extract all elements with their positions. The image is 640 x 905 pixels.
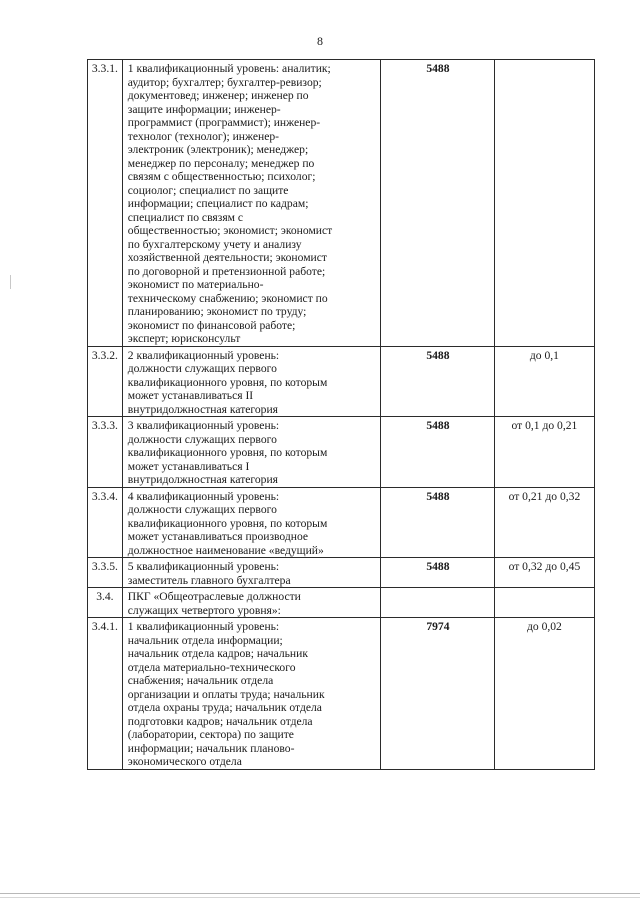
description-line: заместитель главного бухгалтера	[127, 573, 291, 587]
row-number-cell: 3.3.3.	[88, 417, 123, 488]
position-description-cell	[122, 346, 380, 417]
description-line: должности служащих первого	[127, 362, 277, 375]
description-line: 1 квалификационный уровень: аналитик;	[127, 62, 331, 75]
description-line: начальник отдела кадров; начальник	[127, 647, 308, 660]
base-salary-cell	[381, 588, 495, 618]
coefficient-cell	[494, 588, 594, 618]
scan-edge-line	[0, 893, 640, 894]
description-line: социолог; специалист по защите	[127, 183, 289, 197]
description-line: экономист по материально-	[127, 278, 264, 291]
description-line: эксперт; юрисконсульт	[127, 332, 241, 345]
description-line: внутридолжностная категория	[127, 473, 279, 486]
row-number-cell: 3.3.5.	[88, 558, 123, 588]
description-line: техническому снабжению; экономист по	[127, 291, 328, 305]
position-description-cell	[122, 558, 380, 588]
coefficient-cell: от 0,1 до 0,21	[494, 417, 594, 488]
description-line: (лаборатории, сектора) по защите	[127, 728, 294, 741]
table-row	[88, 417, 595, 488]
position-description-cell	[122, 618, 380, 770]
description-line: 2 квалификационный уровень:	[127, 348, 280, 362]
description-line: документовед; инженер; инженер по	[127, 89, 309, 102]
description-line: менеджер по персоналу; менеджер по	[127, 156, 315, 170]
description-line: 3 квалификационный уровень:	[127, 419, 280, 432]
description-line: специалист по связям с	[127, 210, 244, 224]
row-number-cell: 3.4.1.	[88, 618, 123, 770]
description-line: связям с общественностью; психолог;	[127, 170, 316, 183]
description-line: должностное наименование «ведущий»	[127, 543, 324, 557]
row-number-cell: 3.4.	[88, 588, 123, 618]
table-row	[88, 346, 595, 417]
table-body	[88, 60, 595, 770]
description-line: должности служащих первого	[127, 503, 277, 516]
description-line: аудитор; бухгалтер; бухгалтер-ревизор;	[127, 75, 322, 89]
base-salary-cell: 7974	[381, 618, 495, 770]
position-description-cell	[122, 417, 380, 488]
row-number-cell: 3.3.4.	[88, 487, 123, 558]
table-row	[88, 558, 595, 588]
description-line: подготовки кадров; начальник отдела	[127, 714, 313, 728]
description-line: хозяйственной деятельности; экономист	[127, 251, 327, 264]
description-line: снабжения; начальник отдела	[127, 674, 274, 687]
description-line: защите информации; инженер-	[127, 102, 281, 116]
position-description-cell	[122, 60, 380, 347]
description-line: 1 квалификационный уровень:	[127, 620, 280, 633]
description-line: может устанавливаться II	[127, 389, 254, 402]
description-line: технолог (технолог); инженер-	[127, 129, 280, 143]
description-line: 5 квалификационный уровень:	[127, 560, 280, 573]
page-number: 8	[317, 34, 323, 48]
description-line: начальник отдела информации;	[127, 633, 283, 647]
base-salary-cell: 5488	[381, 346, 495, 417]
base-salary-cell: 5488	[381, 417, 495, 488]
description-line: ПКГ «Общеотраслевые должности	[127, 590, 301, 603]
row-number-cell: 3.3.1.	[88, 60, 123, 347]
salary-table	[87, 59, 595, 770]
description-line: может устанавливаться I	[127, 459, 250, 473]
table-row	[88, 618, 595, 770]
coefficient-cell: от 0,21 до 0,32	[494, 487, 594, 558]
description-line: программист (программист); инженер-	[127, 116, 321, 129]
description-line: отдела охраны труда; начальник отдела	[127, 701, 322, 714]
scan-edge-line	[0, 897, 640, 898]
base-salary-cell: 5488	[381, 60, 495, 347]
description-line: электроник (электроник); менеджер;	[127, 143, 309, 156]
scan-margin-mark	[10, 275, 11, 289]
description-line: организации и оплаты труда; начальник	[127, 687, 325, 701]
description-line: может устанавливаться производное	[127, 530, 309, 543]
position-description-cell	[122, 588, 380, 618]
description-line: служащих четвертого уровня»:	[127, 603, 281, 617]
coefficient-cell: до 0,02	[494, 618, 594, 770]
description-line: экономического отдела	[127, 755, 242, 768]
description-line: квалификационного уровня, по которым	[127, 375, 328, 389]
description-line: квалификационного уровня, по которым	[127, 446, 328, 459]
row-number-cell: 3.3.2.	[88, 346, 123, 417]
description-line: информации; начальник планово-	[127, 741, 295, 755]
base-salary-cell: 5488	[381, 558, 495, 588]
description-line: внутридолжностная категория	[127, 402, 279, 416]
description-line: отдела материально-технического	[127, 660, 296, 674]
coefficient-cell: от 0,32 до 0,45	[494, 558, 594, 588]
coefficient-cell	[494, 60, 594, 347]
description-line: по договорной и претензионной работе;	[127, 264, 326, 278]
table-row	[88, 60, 595, 347]
coefficient-cell: до 0,1	[494, 346, 594, 417]
description-line: экономист по финансовой работе;	[127, 318, 296, 332]
description-line: по бухгалтерскому учету и анализу	[127, 237, 302, 251]
description-line: общественностью; экономист; экономист	[127, 224, 333, 237]
base-salary-cell: 5488	[381, 487, 495, 558]
position-description-cell	[122, 487, 380, 558]
description-line: 4 квалификационный уровень:	[127, 489, 280, 503]
table-row	[88, 487, 595, 558]
description-line: квалификационного уровня, по которым	[127, 516, 328, 530]
description-line: информации; специалист по кадрам;	[127, 197, 309, 210]
table-row	[88, 588, 595, 618]
description-line: планированию; экономист по труду;	[127, 305, 307, 318]
description-line: должности служащих первого	[127, 432, 277, 446]
